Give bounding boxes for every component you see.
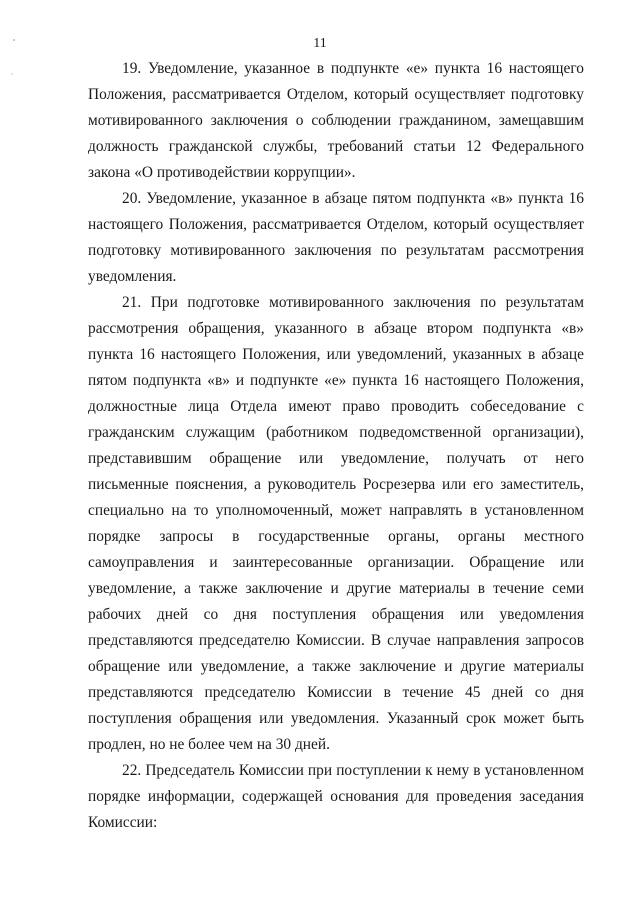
page-number: 11 [313, 36, 327, 51]
paragraph-22: 22. Председатель Комиссии при поступлении к нему в установленном порядке информации, содержащей основания для проведения заседания Комиссии: [88, 762, 584, 831]
paragraph-19: 19. Уведомление, указанное в подпункте «е» пункта 16 настоящего Положения, рассматривается Отделом, который осуществляет подготовку мотивированного заключения о соблюдении гражданином, замещавшим должность гражданской службы, требований статьи 12 Федерального закона «О противодействии коррупции». [88, 60, 584, 181]
paragraph-21: 21. При подготовке мотивированного заключения по результатам рассмотрения обращения, указанного в абзаце втором подпункта «в» пункта 16 настоящего Положения, или уведомлений, указанных в абзаце пятом подпункта «в» и подпункте «е» пункта 16 настоящего Положения, должностные лица Отдела имеют право проводить собеседование с гражданским служащим (работником подведомственной организации), представившим обращение или уведомление, получать от него письменные пояснения, а руководитель Росрезерва или его заместитель, специально на то уполномоченный, может направлять в установленном порядке запросы в государственные органы, органы местного самоуправления и заинтересованные организации. Обращение или уведомление, а также заключение и другие материалы в течение семи рабочих дней со дня поступления обращения или уведомления представляются председателю Комиссии. В случае направления запросов обращение или уведомление, а также заключение и другие материалы представляются председателю Комиссии в течение 45 дней со дня поступления обращения или уведомления. Указанный срок может быть продлен, но не более чем на 30 дней. [88, 294, 584, 753]
document-body [88, 56, 584, 836]
paragraph-20: 20. Уведомление, указанное в абзаце пятом подпункта «в» пункта 16 настоящего Положения, рассматривается Отделом, который осуществляет подготовку мотивированного заключения по результатам рассмотрения уведомления. [88, 190, 584, 285]
